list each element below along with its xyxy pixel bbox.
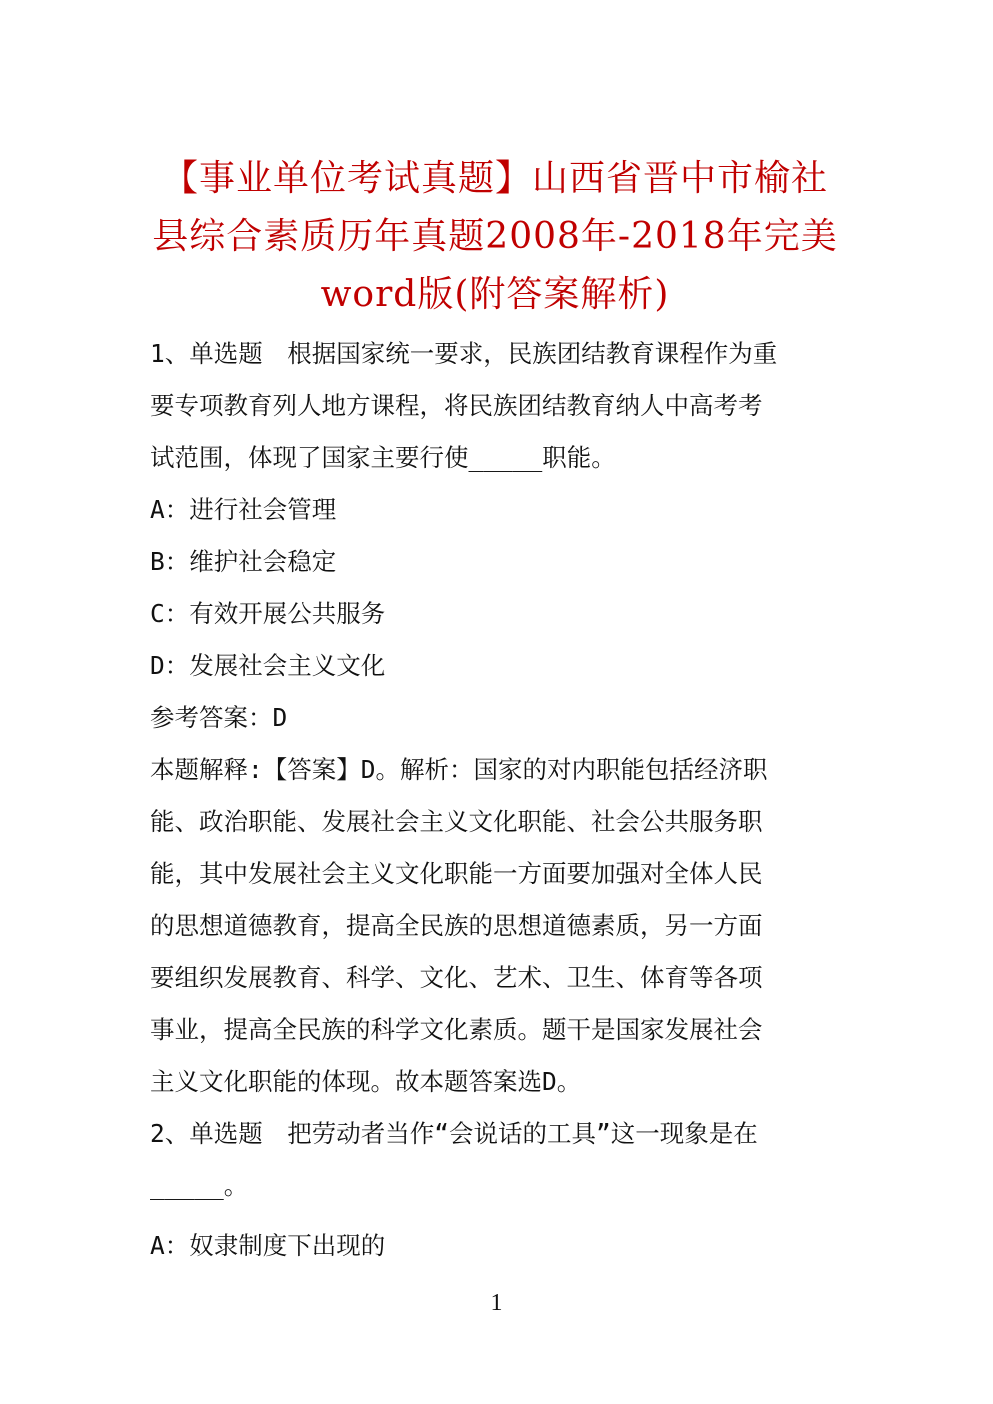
title-line-3: word版(附答案解析) — [320, 274, 670, 315]
document-body — [150, 328, 840, 1272]
page-number: 1 — [490, 1290, 503, 1316]
question-1-option-d: D：发展社会主义文化 — [150, 651, 386, 680]
question-1-stem-line: 1、单选题 根据国家统一要求，民族团结教育课程作为重 — [150, 339, 778, 368]
question-1-explanation-line: 能，其中发展社会主义文化职能一方面要加强对全体人民 — [150, 859, 763, 888]
question-2 — [150, 1108, 840, 1272]
question-1-explanation-line: 本题解释:【答案】D。解析：国家的对内职能包括经济职 — [150, 755, 768, 784]
question-1-explanation-line: 的思想道德教育，提高全民族的思想道德素质，另一方面 — [150, 911, 763, 940]
title-line-1: 【事业单位考试真题】山西省晋中市榆社 — [161, 158, 828, 199]
question-1-explanation-line: 能、政治职能、发展社会主义文化职能、社会公共服务职 — [150, 807, 763, 836]
question-2-stem-line: _____。 — [150, 1171, 249, 1200]
title-line-2: 县综合素质历年真题2008年-2018年完美 — [152, 216, 838, 257]
question-1-explanation-line: 要组织发展教育、科学、文化、艺术、卫生、体育等各项 — [150, 963, 763, 992]
question-1-answer: 参考答案：D — [150, 703, 288, 732]
question-1-option-b: B：维护社会稳定 — [150, 547, 337, 576]
question-1-option-a: A：进行社会管理 — [150, 495, 337, 524]
question-1-stem-line: 要专项教育列人地方课程，将民族团结教育纳人中高考考 — [150, 391, 763, 420]
question-1-option-c: C：有效开展公共服务 — [150, 599, 386, 628]
question-2-stem-line: 2、单选题 把劳动者当作“会说话的工具”这一现象是在 — [150, 1119, 758, 1148]
question-2-option-a: A：奴隶制度下出现的 — [150, 1231, 386, 1260]
question-1 — [150, 328, 840, 1108]
question-1-explanation-line: 主义文化职能的体现。故本题答案选D。 — [150, 1067, 582, 1096]
question-1-stem-line: 试范围，体现了国家主要行使_____职能。 — [150, 443, 616, 472]
document-title — [150, 150, 840, 324]
question-1-explanation-line: 事业，提高全民族的科学文化素质。题干是国家发展社会 — [150, 1015, 763, 1044]
